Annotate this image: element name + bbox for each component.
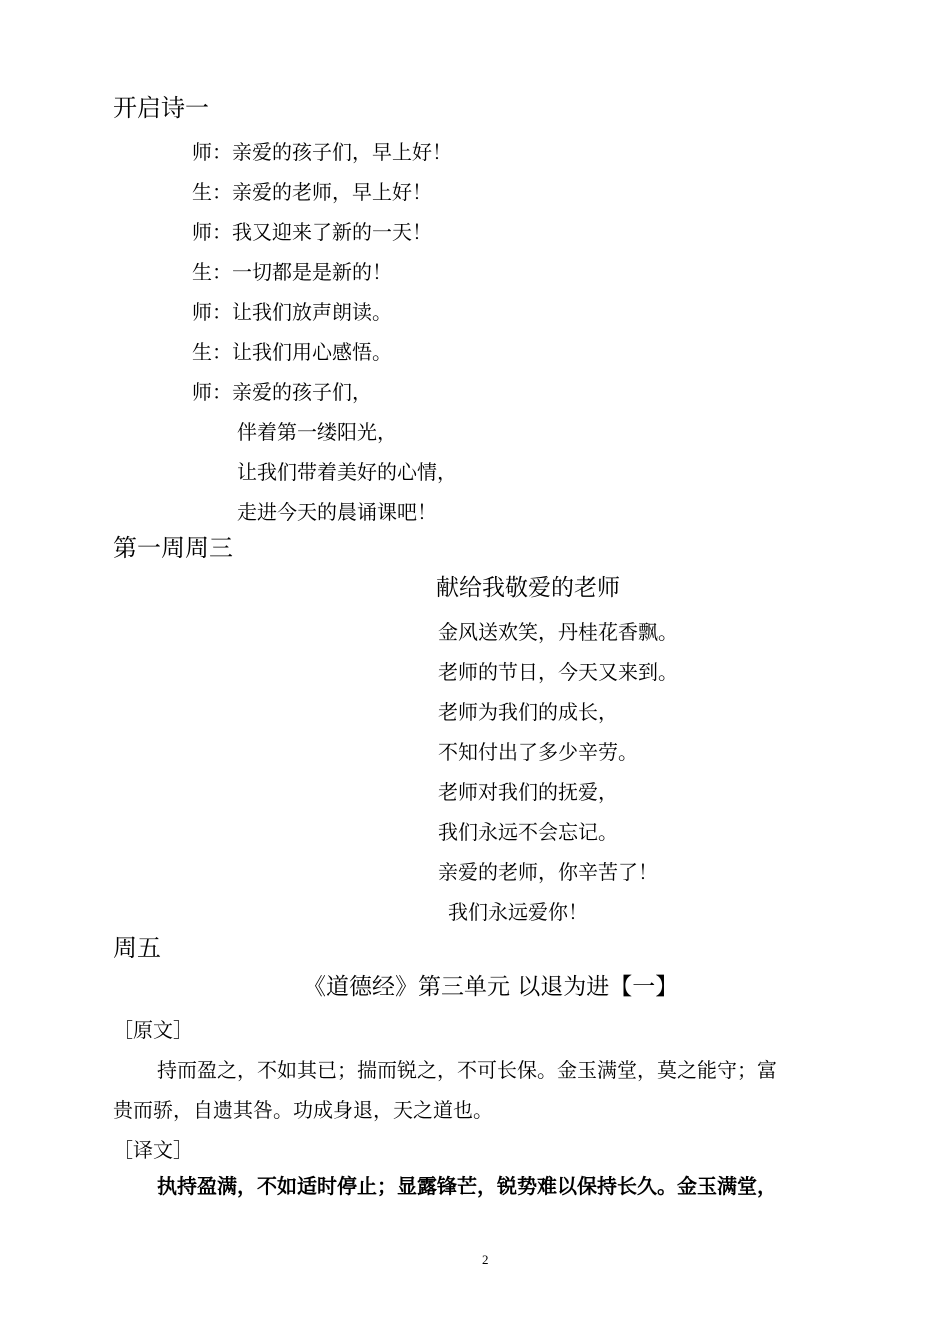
section-heading-opening-poem: 开启诗一 — [113, 94, 209, 122]
dialogue-line: 师：我又迎来了新的一天！ — [192, 220, 432, 244]
poem-line: 老师为我们的成长， — [438, 700, 618, 724]
dialogue-line: 走进今天的晨诵课吧！ — [237, 500, 437, 524]
section-heading-week1-wednesday: 第一周周三 — [113, 534, 233, 562]
classic-text-title: 《道德经》第三单元 以退为进【一】 — [303, 974, 679, 1000]
dialogue-line: 生：让我们用心感悟。 — [192, 340, 392, 364]
page-number: 2 — [482, 1252, 489, 1267]
poem-line: 不知付出了多少辛劳。 — [438, 740, 638, 764]
poem-line: 老师对我们的抚爱， — [438, 780, 618, 804]
original-text-line: 持而盈之，不如其已；揣而锐之，不可长保。金玉满堂，莫之能守；富 — [157, 1058, 777, 1082]
dialogue-line: 师：让我们放声朗读。 — [192, 300, 392, 324]
dialogue-line: 伴着第一缕阳光， — [237, 420, 397, 444]
original-text-line: 贵而骄，自遗其咎。功成身退，天之道也。 — [113, 1098, 493, 1122]
original-text-label: ［原文］ — [113, 1018, 193, 1042]
translation-label: ［译文］ — [113, 1138, 193, 1162]
section-heading-friday: 周五 — [113, 934, 161, 962]
poem-line: 我们永远爱你！ — [448, 900, 588, 924]
translation-line: 执持盈满，不如适时停止；显露锋芒，锐势难以保持长久。金玉满堂， — [157, 1174, 777, 1198]
poem-title: 献给我敬爱的老师 — [436, 575, 620, 601]
poem-line: 金风送欢笑，丹桂花香飘。 — [438, 620, 678, 644]
dialogue-line: 师：亲爱的孩子们，早上好！ — [192, 140, 452, 164]
dialogue-line: 生：亲爱的老师，早上好！ — [192, 180, 432, 204]
dialogue-line: 师：亲爱的孩子们， — [192, 380, 372, 404]
poem-line: 老师的节日，今天又来到。 — [438, 660, 678, 684]
dialogue-line: 生：一切都是是新的！ — [192, 260, 392, 284]
dialogue-line: 让我们带着美好的心情， — [237, 460, 457, 484]
poem-line: 我们永远不会忘记。 — [438, 820, 618, 844]
poem-line: 亲爱的老师，你辛苦了！ — [438, 860, 658, 884]
